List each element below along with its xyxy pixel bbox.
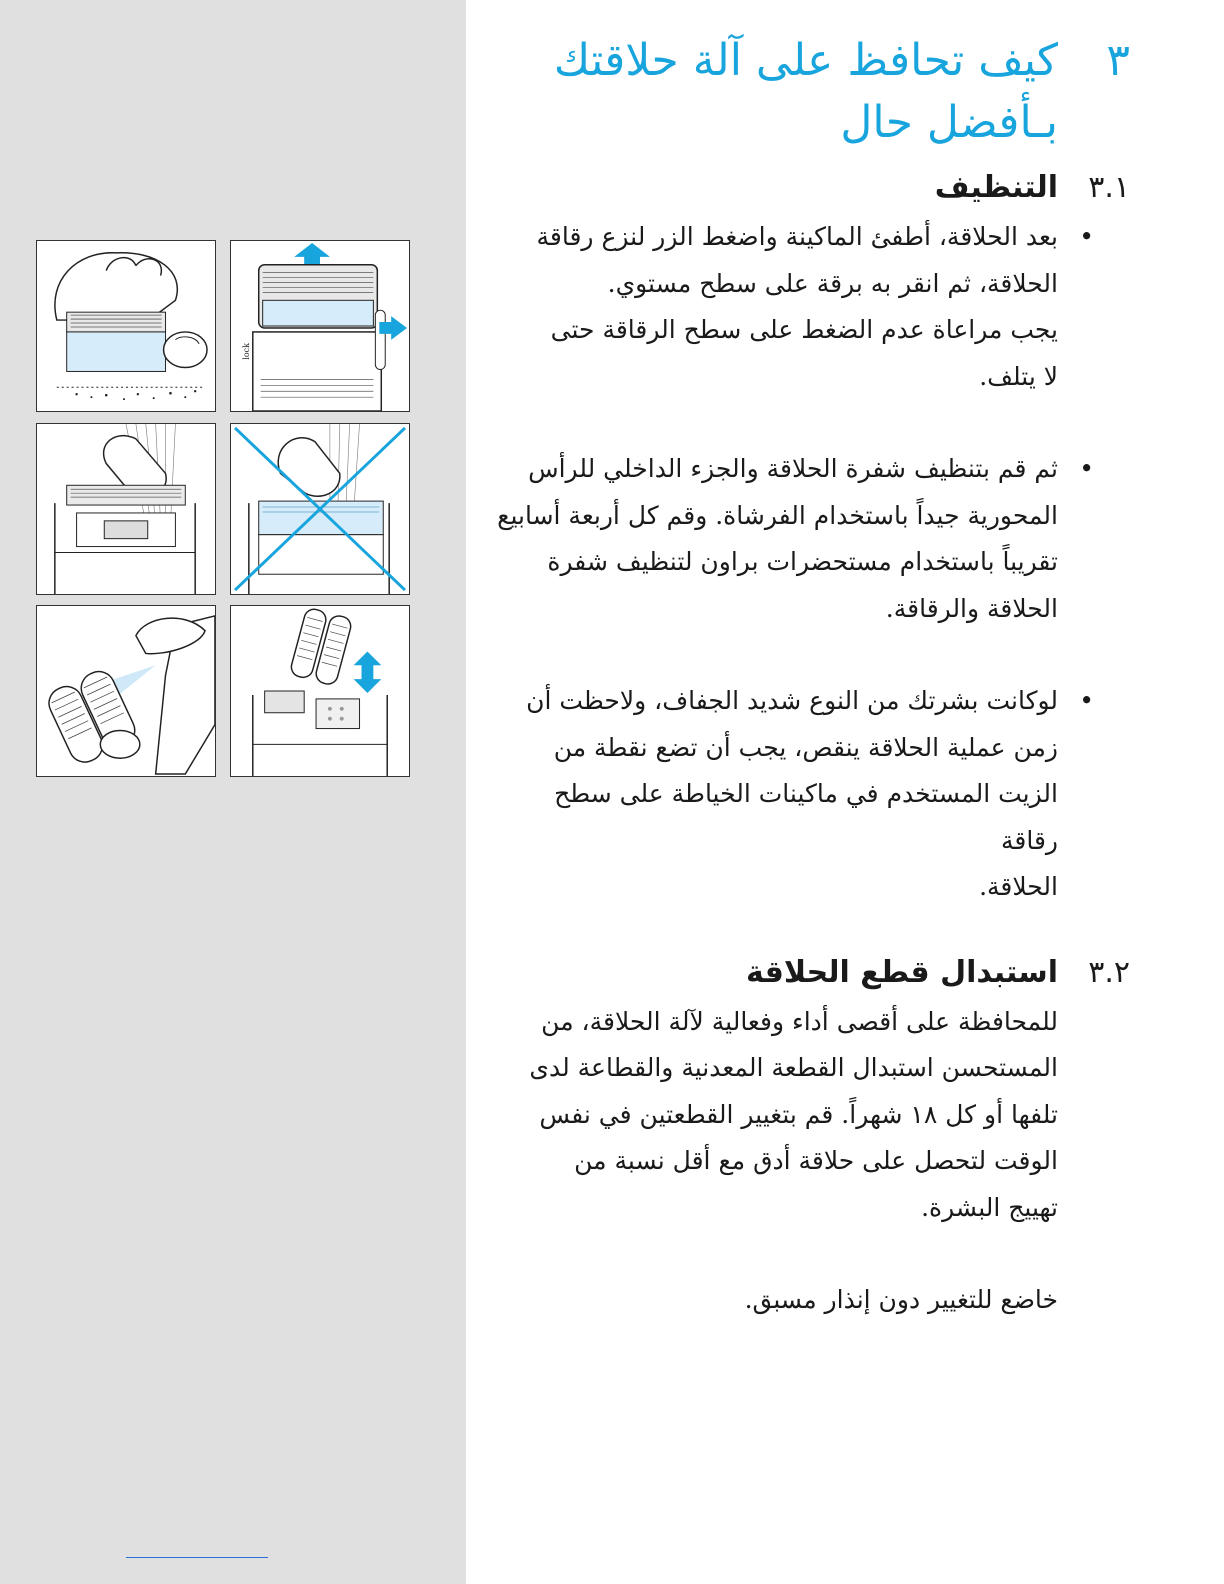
paragraph-line: تلفها أو كل ١٨ شهراً. قم بتغيير القطعتين في نفس [539,1099,1058,1129]
paragraph-line: تهييج البشرة. [921,1192,1058,1222]
cleaning-bullet-2 [490,446,1130,632]
oil-spray-drawing [37,606,215,776]
notice-text: خاضع للتغيير دون إنذار مسبق. [744,1285,1058,1314]
bullet-dot: • [1079,454,1094,483]
chapter-number: ٣ [1106,35,1130,86]
paragraph-line: للمحافظة على أقصى أداء وفعالية لآلة الحلاقة، من [541,1006,1058,1036]
bullet-line: الحلاقة. [979,872,1058,901]
bullet-dot: • [1079,686,1094,715]
no-brush-foil-illustration [230,423,410,595]
bullet-line: لوكانت بشرتك من النوع شديد الجفاف، ولاحظت أن [526,686,1058,715]
bullet-line: تقريباً باستخدام مستحضرات براون لتنظيف شفرة [547,547,1058,576]
brush-cutter-illustration [36,423,216,595]
bullet-line: لا يتلف. [979,361,1058,391]
bullet-line: زمن عملية الحلاقة ينقص، يجب أن تضع نقطة من [553,732,1058,762]
bullet-line: المحورية جيداً باستخدام الفرشاة. وقم كل أربعة أسابيع [497,500,1058,530]
cleaning-bullet-3 [490,678,1130,911]
no-brush-foil-drawing [231,424,409,594]
cleaning-bullet-1 [490,214,1130,400]
chapter-heading [490,30,1130,154]
footer-link-underline [126,1557,268,1558]
bullet-line: ثم قم بتنظيف شفرة الحلاقة والجزء الداخلي للرأس [528,454,1058,483]
chapter-title-line2: بـأفضل حال [840,97,1058,148]
foil-tap-drawing [37,241,215,411]
paragraph-line: المستحسن استبدال القطعة المعدنية والقطاعة لدى [529,1053,1058,1082]
bullet-line: الزيت المستخدم في ماكينات الخياطة على سطح رقاقة [554,779,1058,855]
foil-release-illustration [230,240,410,412]
cutter-replace-illustration [230,605,410,777]
bullet-line: الحلاقة، ثم انقر به برقة على سطح مستوي. [607,268,1058,298]
illustration-grid [36,240,412,778]
foil-tap-illustration [36,240,216,412]
paragraph-line: الوقت لتحصل على حلاقة أدق مع أقل نسبة من [574,1146,1058,1175]
section-cleaning-heading [490,168,1130,208]
section-number: ٣.١ [1088,170,1130,205]
bullet-line: يجب مراعاة عدم الضغط على سطح الرقاقة حتى [550,315,1058,344]
section-title: التنظيف [934,170,1058,205]
chapter-title-line1: كيف تحافظ على آلة حلاقتك [553,35,1058,86]
cutter-replace-drawing [231,606,409,776]
foil-release-drawing [231,241,409,411]
section-replace-heading [490,953,1130,993]
oil-spray-illustration [36,605,216,777]
illustration-sidebar [0,0,466,1584]
bullet-line: بعد الحلاقة، أطفئ الماكينة واضغط الزر لنزع رقاقة [536,222,1058,251]
section-number: ٣.٢ [1088,954,1130,990]
bullet-dot: • [1079,222,1094,251]
brush-cutter-drawing [37,424,215,594]
main-content [490,30,1130,1324]
bullet-line: الحلاقة والرقاقة. [885,593,1058,623]
replace-paragraph [490,999,1130,1232]
lock-label: lock [241,343,251,360]
section-title: استبدال قطع الحلاقة [746,954,1058,990]
